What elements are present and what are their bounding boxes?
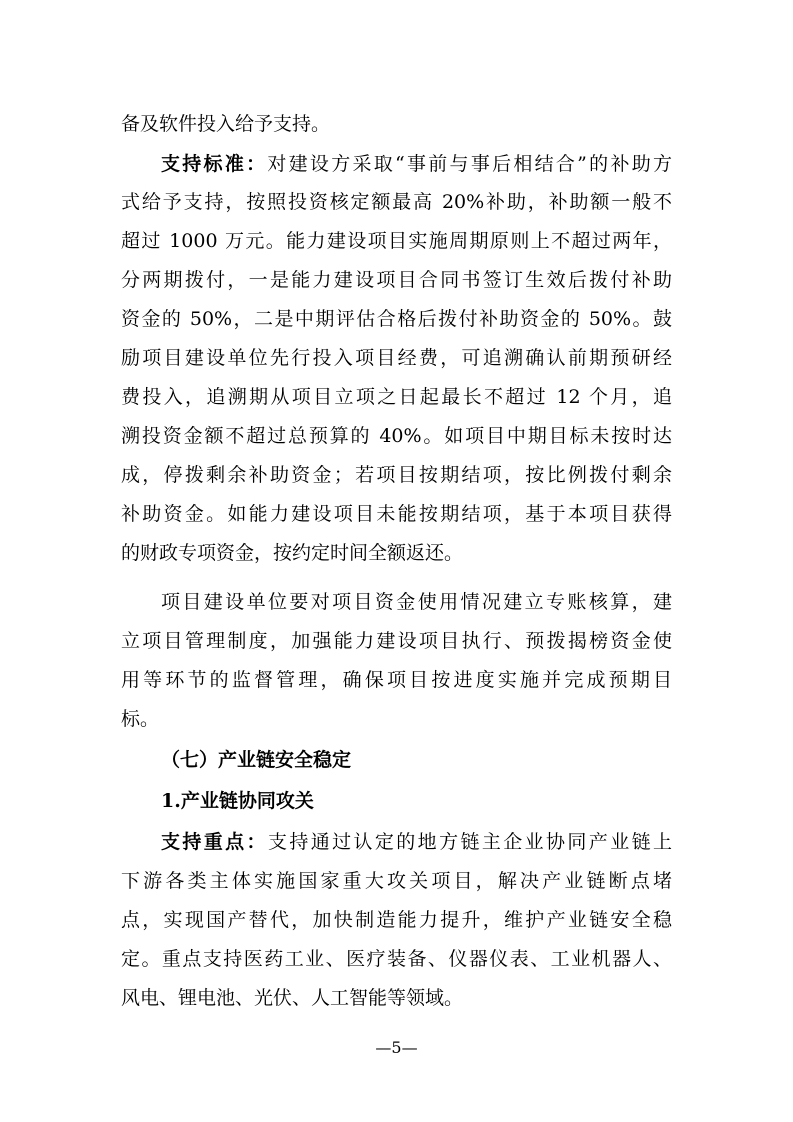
subsection-heading: 1.产业链协同攻关 bbox=[161, 790, 314, 812]
paragraph-line bbox=[161, 152, 672, 176]
paragraph-line: 点，实现国产替代，加快制造能力提升，维护产业链安全稳 bbox=[121, 909, 672, 931]
paragraph-line: 定。重点支持医药工业、医疗装备、仪器仪表、工业机器人、 bbox=[121, 948, 672, 970]
paragraph-line: 风电、锂电池、光伏、人工智能等领域。 bbox=[121, 987, 464, 1009]
support-focus-label: 支持重点： bbox=[161, 831, 268, 853]
paragraph-text: 对建设方采取“事前与事后相结合”的补助方 bbox=[267, 153, 672, 175]
paragraph-line: 立项目管理制度，加强能力建设项目执行、预拨揭榜资金使 bbox=[121, 630, 672, 652]
paragraph-line: 备及软件投入给予支持。 bbox=[121, 113, 331, 135]
paragraph-line: 资金的 50%，二是中期评估合格后拨付补助资金的 50%。鼓 bbox=[121, 308, 672, 330]
paragraph-line: 项目建设单位要对项目资金使用情况建立专账核算，建 bbox=[161, 591, 672, 613]
paragraph-text: 支持通过认定的地方链主企业协同产业链上 bbox=[267, 831, 672, 853]
paragraph-line: 下游各类主体实施国家重大攻关项目，解决产业链断点堵 bbox=[121, 870, 672, 892]
section-heading: （七）产业链安全稳定 bbox=[161, 749, 352, 771]
paragraph-line: 成，停拨剩余补助资金；若项目按期结项，按比例拨付剩余 bbox=[121, 464, 672, 486]
paragraph-line: 超过 1000 万元。能力建设项目实施周期原则上不超过两年， bbox=[121, 230, 672, 252]
page-number: —5— bbox=[375, 1038, 418, 1057]
paragraph-line: 溯投资金额不超过总预算的 40%。如项目中期目标未按时达 bbox=[121, 425, 672, 447]
support-standard-label: 支持标准： bbox=[161, 153, 268, 175]
paragraph-line: 用等环节的监督管理，确保项目按进度实施并完成预期目 bbox=[121, 669, 672, 691]
paragraph-line: 分两期拨付，一是能力建设项目合同书签订生效后拨付补助 bbox=[121, 269, 672, 291]
paragraph-line: 费投入，追溯期从项目立项之日起最长不超过 12 个月，追 bbox=[121, 386, 672, 408]
paragraph-line: 的财政专项资金，按约定时间全额返还。 bbox=[121, 542, 464, 564]
paragraph-line: 式给予支持，按照投资核定额最高 20%补助，补助额一般不 bbox=[121, 191, 672, 213]
paragraph-line: 励项目建设单位先行投入项目经费，可追溯确认前期预研经 bbox=[121, 347, 672, 369]
paragraph-line: 标。 bbox=[121, 708, 160, 730]
paragraph-line bbox=[161, 830, 672, 854]
paragraph-line: 补助资金。如能力建设项目未能按期结项，基于本项目获得 bbox=[121, 503, 672, 525]
